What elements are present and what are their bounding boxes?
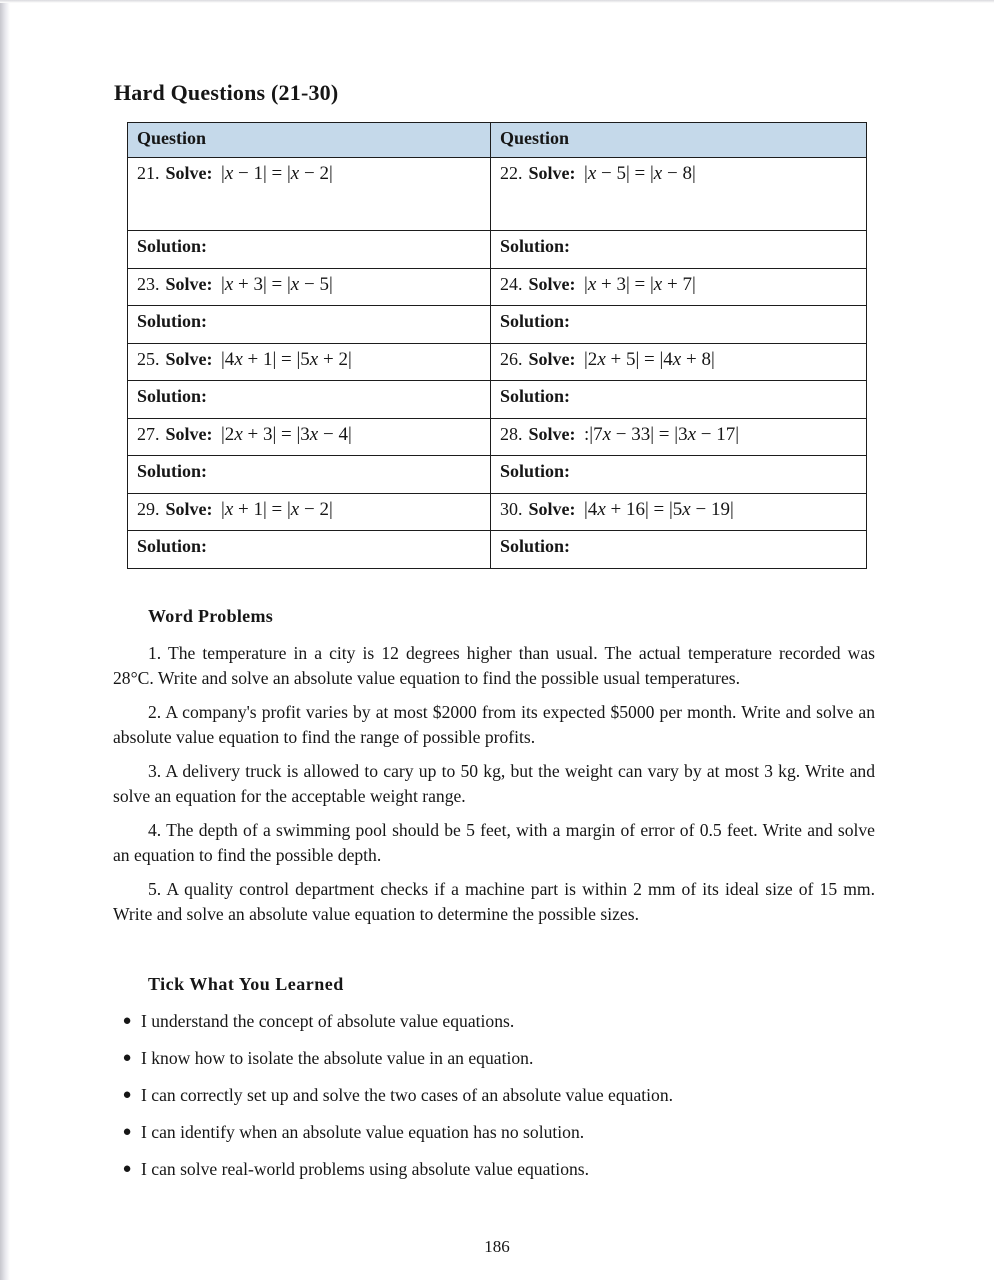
question-number: 28. <box>500 424 523 444</box>
word-problem: 3. A delivery truck is allowed to cary up to 50 kg, but the weight can vary by at most 3 kg. Write and solve an equation for the acceptable weight range. <box>113 761 875 806</box>
solution-label: Solution: <box>137 536 208 556</box>
equation: |4x + 1| = |5x + 2| <box>221 349 352 370</box>
solution-cell <box>491 456 867 494</box>
equation: |x + 3| = |x − 5| <box>221 274 333 295</box>
question-number: 23. <box>137 274 160 294</box>
equation: |x − 5| = |x − 8| <box>584 163 696 184</box>
checklist-item-text: I know how to isolate the absolute value in an equation. <box>141 1048 534 1068</box>
question-cell-22 <box>491 158 867 231</box>
solve-label: Solve: <box>528 349 576 369</box>
solution-label: Solution: <box>500 236 571 256</box>
checklist-item <box>113 1157 875 1182</box>
solve-label: Solve: <box>528 274 576 294</box>
solution-label: Solution: <box>500 461 571 481</box>
bullet-icon: ● <box>122 1013 132 1029</box>
solve-label: Solve: <box>528 163 576 183</box>
table-header-row <box>128 123 867 158</box>
solution-cell <box>491 531 867 569</box>
checklist-item-text: I understand the concept of absolute value equations. <box>141 1011 515 1031</box>
checklist-section <box>113 974 875 1194</box>
solution-cell <box>128 306 491 344</box>
question-cell-30 <box>491 494 867 531</box>
solution-label: Solution: <box>137 236 208 256</box>
scan-edge-top <box>0 0 994 3</box>
solution-label: Solution: <box>500 536 571 556</box>
question-row <box>128 344 867 381</box>
solution-row <box>128 231 867 269</box>
solve-label: Solve: <box>165 274 213 294</box>
equation: |x − 1| = |x − 2| <box>221 163 333 184</box>
bullet-icon: ● <box>122 1050 132 1066</box>
question-row <box>128 158 867 231</box>
bullet-icon: ● <box>122 1124 132 1140</box>
checklist-item-text: I can correctly set up and solve the two cases of an absolute value equation. <box>141 1085 674 1105</box>
question-row <box>128 419 867 456</box>
solve-label: Solve: <box>165 424 213 444</box>
solution-row <box>128 456 867 494</box>
solution-cell <box>128 456 491 494</box>
solve-label: Solve: <box>165 499 213 519</box>
question-cell-25 <box>128 344 491 381</box>
equation: |2x + 5| = |4x + 8| <box>584 349 715 370</box>
solution-cell <box>491 231 867 269</box>
question-number: 27. <box>137 424 160 444</box>
question-cell-28 <box>491 419 867 456</box>
bullet-icon: ● <box>122 1087 132 1103</box>
question-cell-26 <box>491 344 867 381</box>
question-cell-27 <box>128 419 491 456</box>
question-number: 25. <box>137 349 160 369</box>
question-cell-29 <box>128 494 491 531</box>
solution-cell <box>128 231 491 269</box>
question-number: 21. <box>137 163 160 183</box>
question-row <box>128 494 867 531</box>
solve-label: Solve: <box>165 349 213 369</box>
checklist-item <box>113 1009 875 1034</box>
checklist-item-text: I can solve real-world problems using absolute value equations. <box>141 1159 590 1179</box>
solution-row <box>128 531 867 569</box>
page-number: 186 <box>484 1237 510 1256</box>
question-number: 29. <box>137 499 160 519</box>
question-number: 30. <box>500 499 523 519</box>
column-header-question-right: Question <box>491 123 867 158</box>
equation: |2x + 3| = |3x − 4| <box>221 424 352 445</box>
question-cell-24 <box>491 269 867 306</box>
question-cell-21 <box>128 158 491 231</box>
word-problem: 4. The depth of a swimming pool should be 5 feet, with a margin of error of 0.5 feet. Write and solve an equation to find the possible depth. <box>113 820 875 865</box>
solution-label: Solution: <box>137 311 208 331</box>
question-cell-23 <box>128 269 491 306</box>
word-problem: 2. A company's profit varies by at most $2000 from its expected $5000 per month. Write and solve an absolute value equation to find the range of possible profits. <box>113 702 875 747</box>
question-number: 26. <box>500 349 523 369</box>
solution-cell <box>491 381 867 419</box>
word-problem: 1. The temperature in a city is 12 degrees higher than usual. The actual temperature recorded was 28°C. Write and solve an absolute value equation to find the possible usual temperatures. <box>113 643 875 688</box>
solution-label: Solution: <box>500 386 571 406</box>
solution-cell <box>128 531 491 569</box>
question-number: 22. <box>500 163 523 183</box>
equation: |x + 1| = |x − 2| <box>221 499 333 520</box>
word-problem: 5. A quality control department checks if a machine part is within 2 mm of its ideal size of 15 mm. Write and solve an absolute value equation to determine the possible sizes. <box>113 879 875 924</box>
word-problems-heading: Word Problems <box>148 606 274 626</box>
questions-table <box>127 122 867 569</box>
equation: |x + 3| = |x + 7| <box>584 274 696 295</box>
checklist-heading: Tick What You Learned <box>148 974 344 994</box>
solution-cell <box>491 306 867 344</box>
solve-label: Solve: <box>165 163 213 183</box>
checklist-item <box>113 1083 875 1108</box>
solve-label: Solve: <box>528 424 576 444</box>
question-number: 24. <box>500 274 523 294</box>
checklist-item <box>113 1120 875 1145</box>
checklist-item-text: I can identify when an absolute value equation has no solution. <box>141 1122 585 1142</box>
solve-label: Solve: <box>528 499 576 519</box>
solution-label: Solution: <box>137 461 208 481</box>
equation: :|7x − 33| = |3x − 17| <box>584 424 740 445</box>
page-title: Hard Questions (21-30) <box>114 80 339 105</box>
solution-label: Solution: <box>500 311 571 331</box>
bullet-icon: ● <box>122 1161 132 1177</box>
solution-row <box>128 306 867 344</box>
word-problems-section <box>113 606 875 936</box>
solution-row <box>128 381 867 419</box>
scan-edge-left <box>0 0 10 1280</box>
checklist-item <box>113 1046 875 1071</box>
solution-cell <box>128 381 491 419</box>
column-header-question-left: Question <box>128 123 491 158</box>
question-row <box>128 269 867 306</box>
solution-label: Solution: <box>137 386 208 406</box>
equation: |4x + 16| = |5x − 19| <box>584 499 734 520</box>
